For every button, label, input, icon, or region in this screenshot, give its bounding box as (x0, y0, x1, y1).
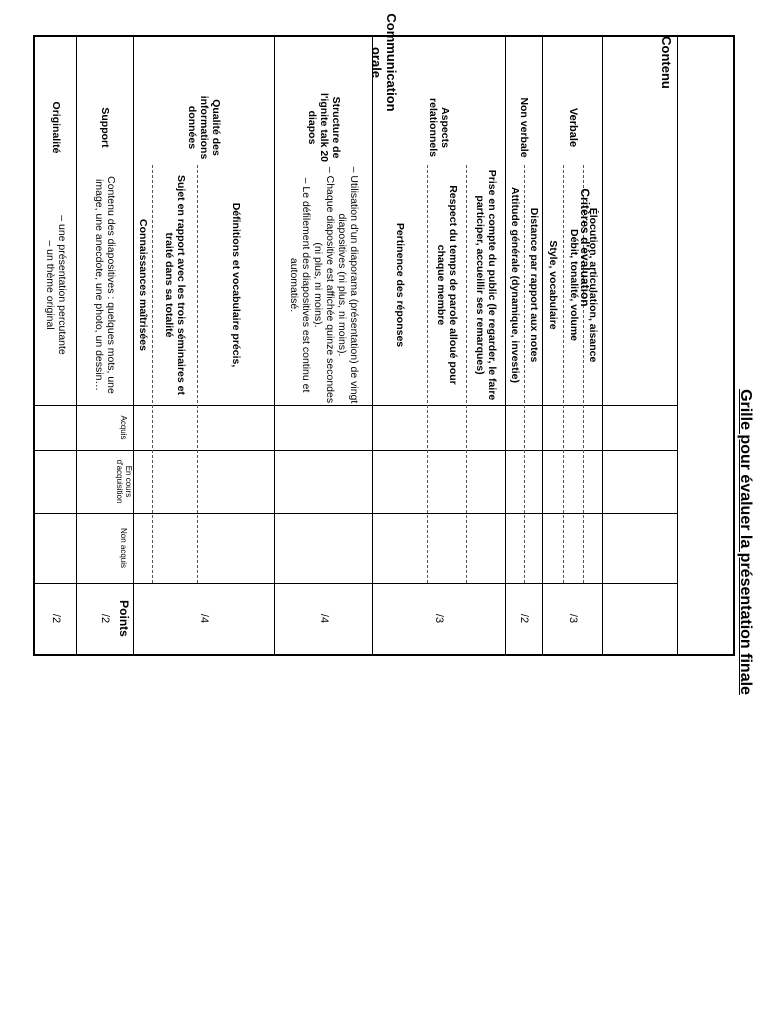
criterion-elocution: Élocution, articulation, aisance (587, 207, 600, 363)
support-description (77, 165, 134, 405)
points-verbale: /3 (567, 613, 579, 624)
label-originalite: Originalité (50, 101, 62, 154)
header-contenu: Contenu (659, 36, 674, 89)
header-criteres: Critères d'évaluation (578, 188, 592, 307)
points-qualite: /4 (198, 613, 211, 624)
label-verbale: Verbale (567, 107, 579, 148)
label-qualite: Qualité des informations données (186, 95, 223, 160)
label-non-verbale: Non verbale (518, 97, 531, 158)
header-communication: Communication orale (369, 13, 400, 112)
criterion-sujet: Sujet en rapport avec les trois séminaires et traité dans sa totalité (163, 174, 188, 395)
header-non-acquis: Non acquis (119, 527, 129, 569)
points-originalite: /2 (50, 613, 62, 624)
criterion-temps-parole: Respect du temps de parole alloué pour chaque membre (435, 185, 460, 385)
criterion-style: Style, vocabulaire (547, 240, 560, 330)
header-acquis: Acquis (119, 415, 129, 440)
label-aspects-relationnels: Aspects relationnels (427, 98, 452, 157)
originalite-item: – une présentation percutante (56, 215, 68, 355)
criterion-debit: Débit, tonalité, volume (568, 228, 580, 341)
page-title: Grille pour évaluer la présentation finale (737, 389, 754, 695)
criterion-public: Prise en compte du public (le regarder, le faire participer, accueillir ses remarques) (474, 169, 499, 401)
points-structure: /4 (318, 613, 330, 624)
originalite-item: – un thème original (44, 240, 56, 330)
label-support: Support (99, 107, 112, 148)
criterion-connaissances: Connaissances maîtrisées (137, 219, 150, 351)
table-border-top (733, 35, 735, 655)
group-header-divider (677, 35, 678, 655)
structure-item: – Le défilement des diapositives est continu et automatisé. (288, 177, 312, 393)
structure-item: – Chaque diapositive est affichée quinze secondes (ni plus, ni moins). (312, 166, 336, 404)
header-en-cours: En cours d'acquisition (115, 459, 133, 504)
points-non-verbale: /2 (518, 613, 531, 624)
criterion-distance: Distance par rapport aux notes (528, 207, 540, 363)
support-item: Contenu des diapositives : quelques mots, une image, une anecdote, une photo, un dessin… (93, 176, 118, 394)
header-points: Points (117, 600, 131, 637)
structure-description (275, 165, 373, 405)
criterion-definitions: Définitions et vocabulaire précis, (230, 202, 243, 368)
points-support: /2 (99, 613, 112, 624)
table-border-right (33, 654, 735, 656)
originalite-description (35, 165, 77, 405)
structure-item: – Utilisation d'un diaporama (présentation) de vingt diapositives (ni plus, ni moins). (336, 166, 360, 404)
criterion-attitude: Attitude générale (dynamique, investie) (509, 186, 522, 384)
criterion-pertinence: Pertinence des réponses (394, 222, 407, 348)
points-relationnels: /3 (433, 613, 446, 624)
label-structure: Structure de l'ignite talk 20 diapos (306, 92, 342, 163)
